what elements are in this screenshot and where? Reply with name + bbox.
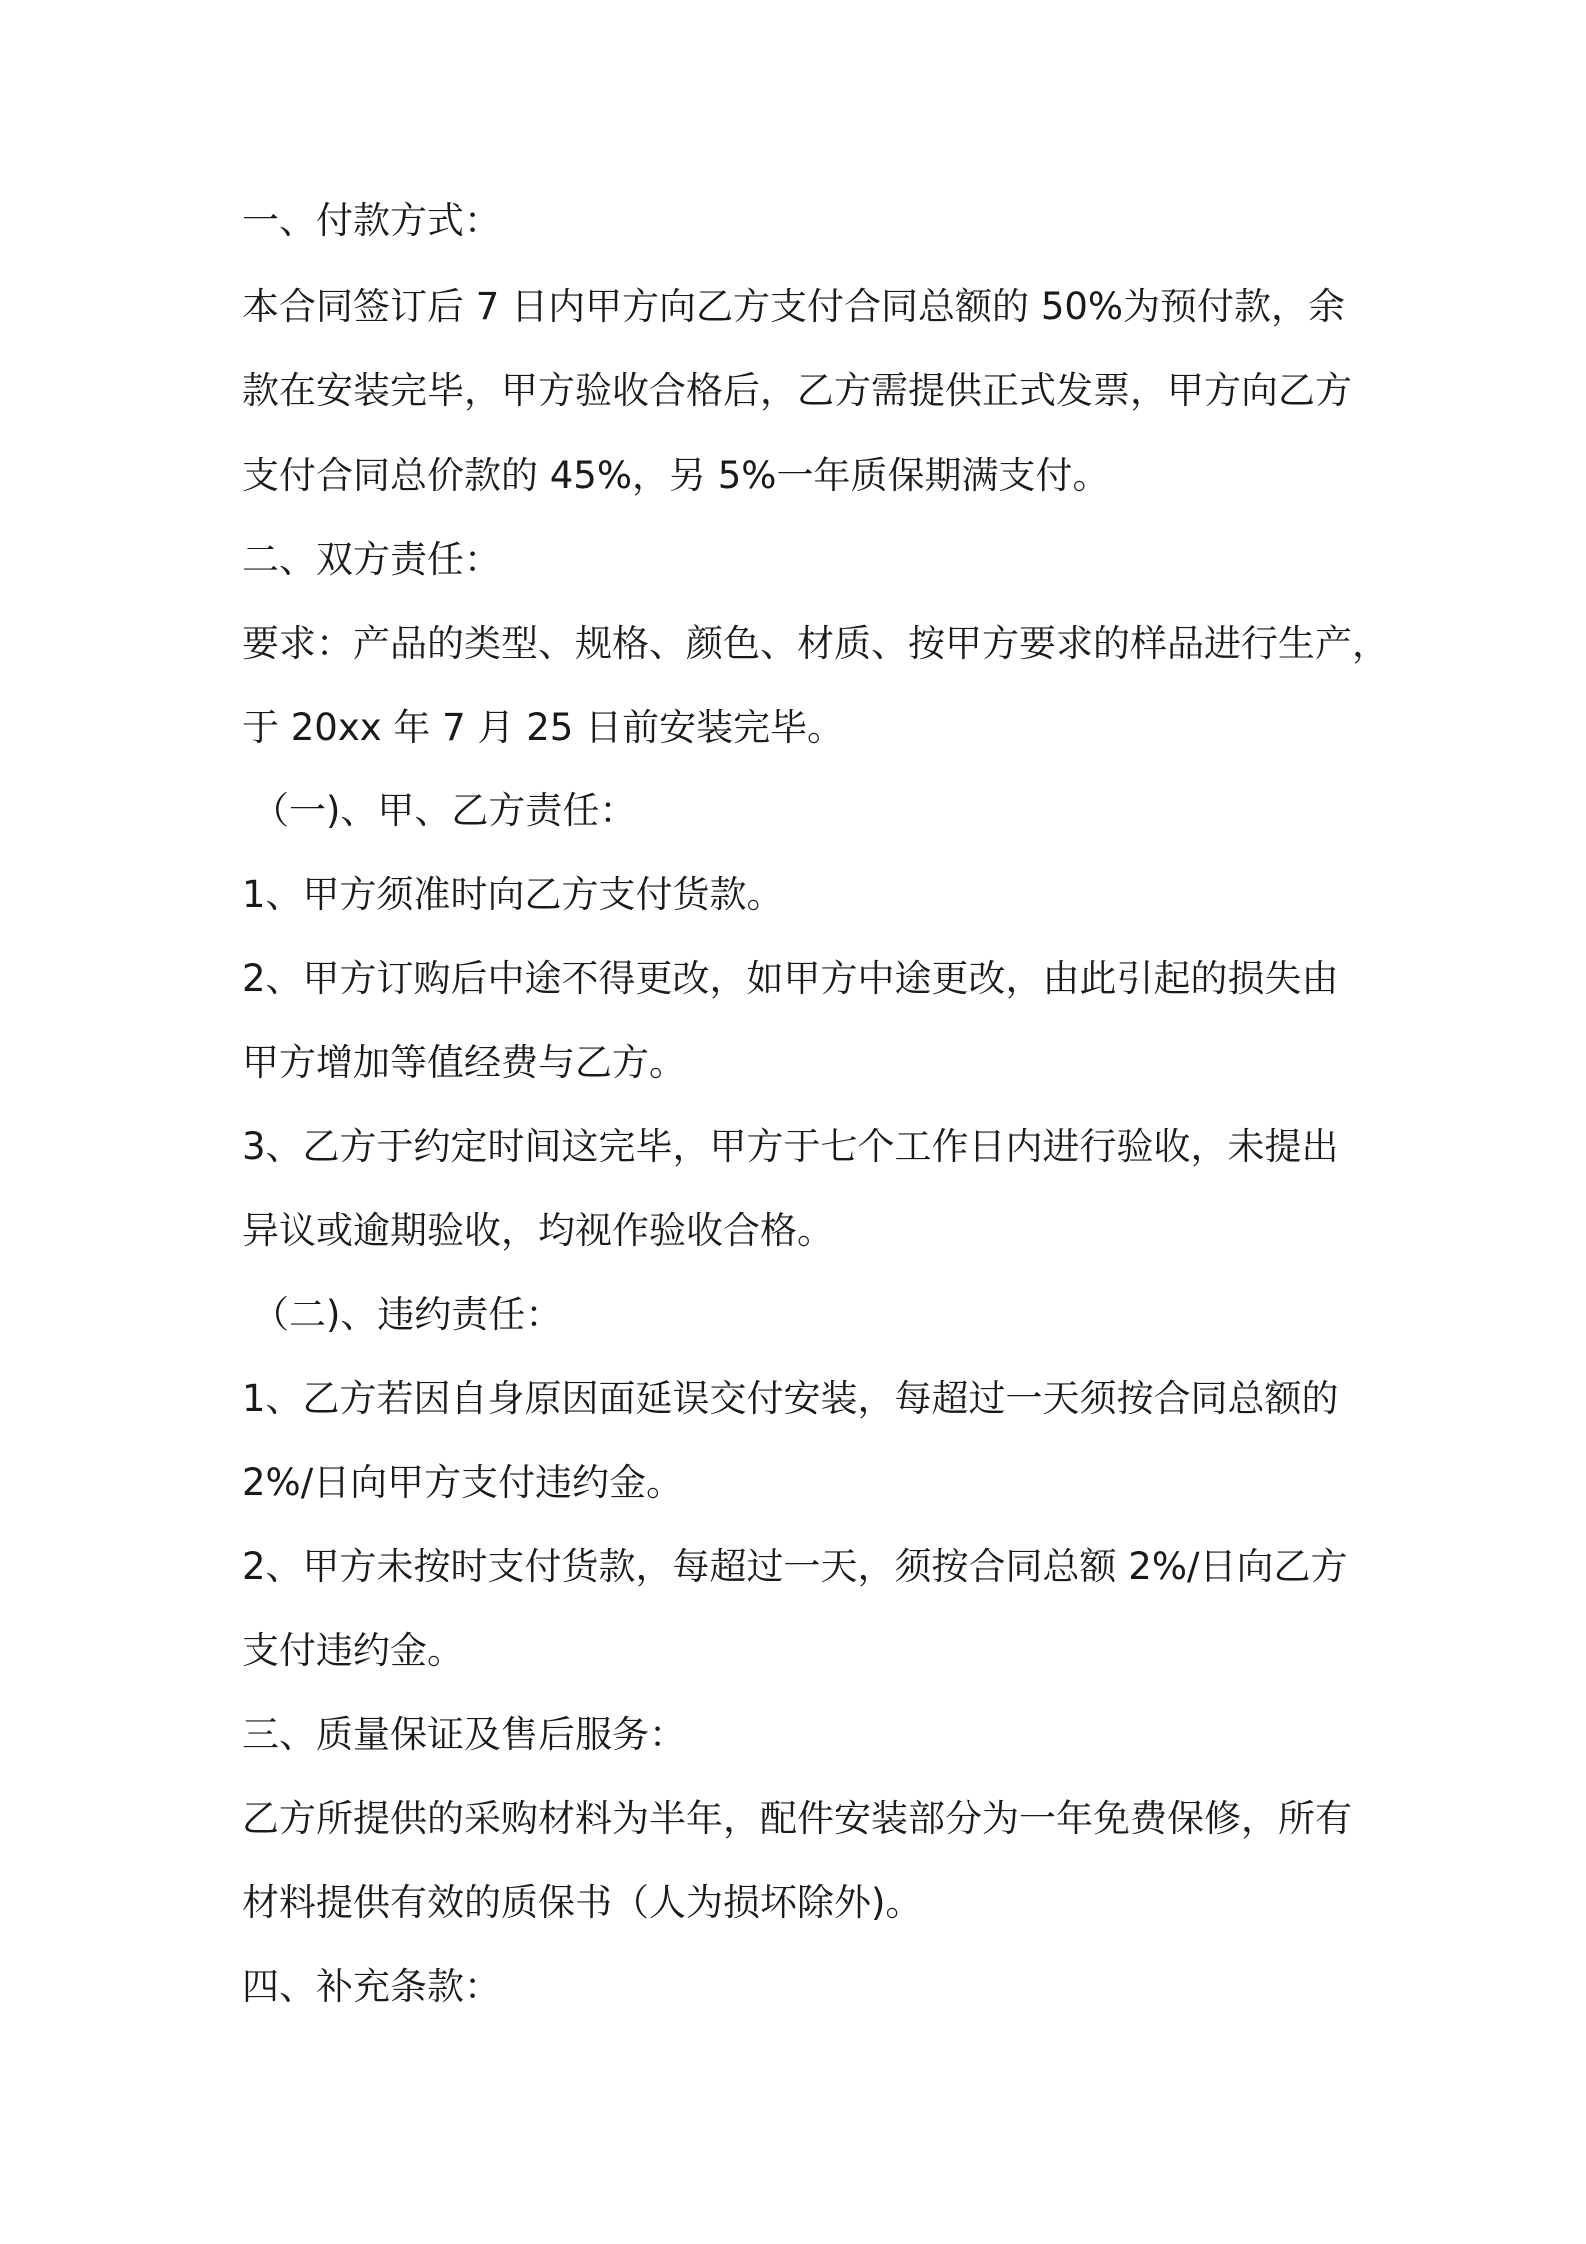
section-heading-quality: 三、质量保证及售后服务： xyxy=(242,1713,686,1756)
paragraph-line: 材料提供有效的质保书（人为损坏除外)。 xyxy=(242,1881,923,1924)
list-item: 1、乙方若因自身原因面延误交付安装，每超过一天须按合同总额的 xyxy=(242,1377,1339,1420)
paragraph-line: 本合同签订后 7 日内甲方向乙方支付合同总额的 50%为预付款，余 xyxy=(242,285,1346,328)
paragraph-line: 甲方增加等值经费与乙方。 xyxy=(242,1041,686,1084)
section-heading-payment: 一、付款方式： xyxy=(242,199,501,242)
paragraph-line: 于 20xx 年 7 月 25 日前安装完毕。 xyxy=(242,706,845,749)
list-item: 2、甲方订购后中途不得更改，如甲方中途更改，由此引起的损失由 xyxy=(242,957,1339,1000)
list-item: 2、甲方未按时支付货款，每超过一天，须按合同总额 2%/日向乙方 xyxy=(242,1545,1348,1588)
paragraph-line: 2%/日向甲方支付违约金。 xyxy=(242,1461,684,1504)
paragraph-line: 款在安装完毕，甲方验收合格后，乙方需提供正式发票，甲方向乙方 xyxy=(242,369,1352,412)
paragraph-line: 要求：产品的类型、规格、颜色、材质、按甲方要求的样品进行生产， xyxy=(242,622,1389,665)
paragraph-line: 支付违约金。 xyxy=(242,1629,464,1672)
list-item: 3、乙方于约定时间这完毕，甲方于七个工作日内进行验收，未提出 xyxy=(242,1125,1339,1168)
section-heading-supplementary: 四、补充条款： xyxy=(242,1965,501,2008)
subsection-heading-party-duties: （一)、甲、乙方责任： xyxy=(252,789,637,832)
paragraph-line: 异议或逾期验收，均视作验收合格。 xyxy=(242,1209,834,1252)
section-heading-responsibilities: 二、双方责任： xyxy=(242,538,501,581)
subsection-heading-breach: （二)、违约责任： xyxy=(252,1293,563,1336)
paragraph-line: 支付合同总价款的 45%，另 5%一年质保期满支付。 xyxy=(242,454,1110,497)
list-item: 1、甲方须准时向乙方支付货款。 xyxy=(242,873,784,916)
paragraph-line: 乙方所提供的采购材料为半年，配件安装部分为一年免费保修，所有 xyxy=(242,1797,1352,1840)
